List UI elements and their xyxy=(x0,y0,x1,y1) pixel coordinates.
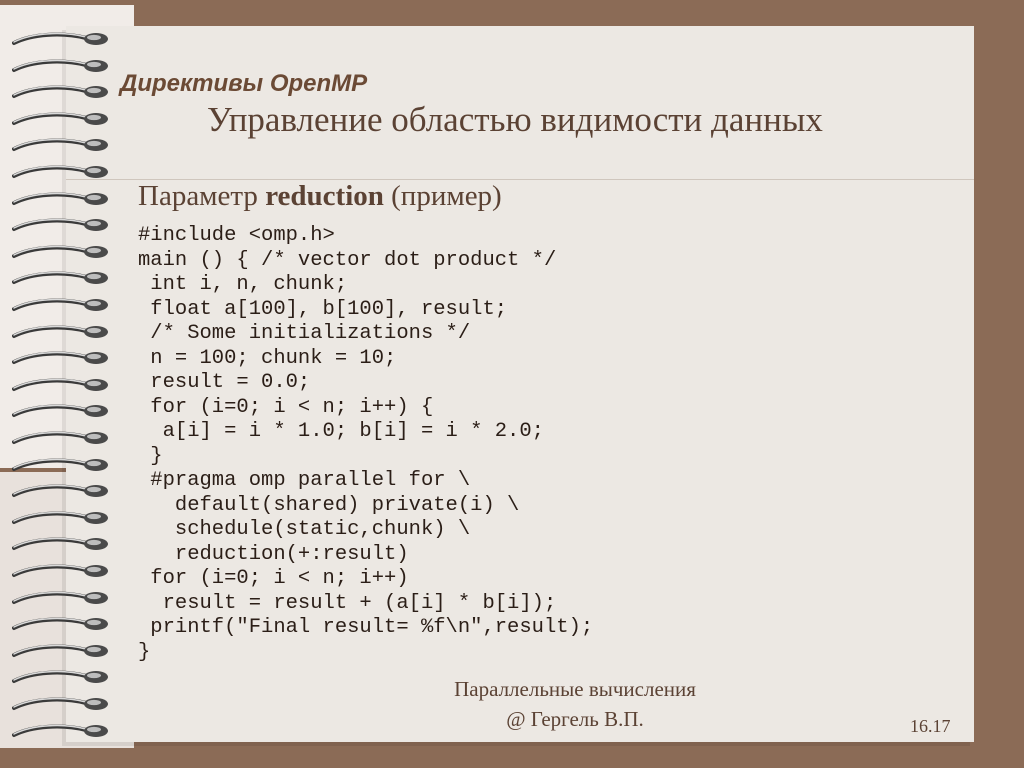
spiral-binding-ring-icon xyxy=(12,296,110,314)
parameter-heading-suffix: (пример) xyxy=(383,180,502,212)
code-line: main () { /* vector dot product */ xyxy=(138,248,557,272)
spiral-binding-ring-icon xyxy=(12,30,110,48)
code-line: for (i=0; i < n; i++) { xyxy=(138,395,434,419)
slide-title: Управление областью видимости данных xyxy=(207,100,823,139)
code-line: int i, n, chunk; xyxy=(138,273,348,296)
page-number: 16.17 xyxy=(910,716,951,736)
spiral-binding-ring-icon xyxy=(12,535,110,553)
footer-course-title: Параллельные вычисления xyxy=(454,677,696,701)
code-listing xyxy=(138,224,593,665)
spiral-binding-ring-icon xyxy=(12,190,110,208)
spiral-binding-ring-icon xyxy=(12,482,110,500)
code-line: printf("Final result= %f\n",result); xyxy=(138,616,594,639)
code-line: } xyxy=(138,444,163,468)
code-line: reduction(+:result) xyxy=(138,542,409,566)
spiral-binding-ring-icon xyxy=(12,429,110,447)
spiral-binding-ring-icon xyxy=(12,83,110,101)
spiral-binding-ring-icon xyxy=(12,456,110,474)
spiral-binding-ring-icon xyxy=(12,243,110,261)
spiral-binding-ring-icon xyxy=(12,589,110,607)
spiral-binding xyxy=(0,0,120,768)
code-line: /* Some initializations */ xyxy=(138,322,471,345)
code-line: #include <omp.h> xyxy=(138,224,335,247)
footer-author: @ Гергель В.П. xyxy=(506,707,644,731)
spiral-binding-ring-icon xyxy=(12,615,110,633)
code-line: float a[100], b[100], result; xyxy=(138,297,508,321)
spiral-binding-ring-icon xyxy=(12,323,110,341)
parameter-heading-keyword: reduction xyxy=(265,180,384,212)
spiral-binding-ring-icon xyxy=(12,216,110,234)
code-line: default(shared) private(i) \ xyxy=(138,493,520,517)
spiral-binding-ring-icon xyxy=(12,376,110,394)
code-line: n = 100; chunk = 10; xyxy=(138,346,397,370)
code-line: schedule(static,chunk) \ xyxy=(138,518,471,541)
spiral-binding-ring-icon xyxy=(12,562,110,580)
code-line: a[i] = i * 1.0; b[i] = i * 2.0; xyxy=(138,420,544,443)
spiral-binding-ring-icon xyxy=(12,57,110,75)
spiral-binding-ring-icon xyxy=(12,349,110,367)
spiral-binding-ring-icon xyxy=(12,136,110,154)
code-line: result = result + (a[i] * b[i]); xyxy=(138,591,557,615)
code-line: result = 0.0; xyxy=(138,371,311,394)
spiral-binding-ring-icon xyxy=(12,509,110,527)
parameter-heading xyxy=(138,180,502,213)
code-line: #pragma omp parallel for \ xyxy=(138,469,471,492)
spiral-binding-ring-icon xyxy=(12,402,110,420)
spiral-binding-ring-icon xyxy=(12,269,110,287)
parameter-heading-prefix: Параметр xyxy=(138,180,266,212)
spiral-binding-ring-icon xyxy=(12,642,110,660)
code-line: } xyxy=(138,640,151,664)
spiral-binding-ring-icon xyxy=(12,163,110,181)
slide-subtitle: Директивы OpenMP xyxy=(120,70,368,97)
code-line: for (i=0; i < n; i++) xyxy=(138,567,409,590)
spiral-binding-ring-icon xyxy=(12,110,110,128)
